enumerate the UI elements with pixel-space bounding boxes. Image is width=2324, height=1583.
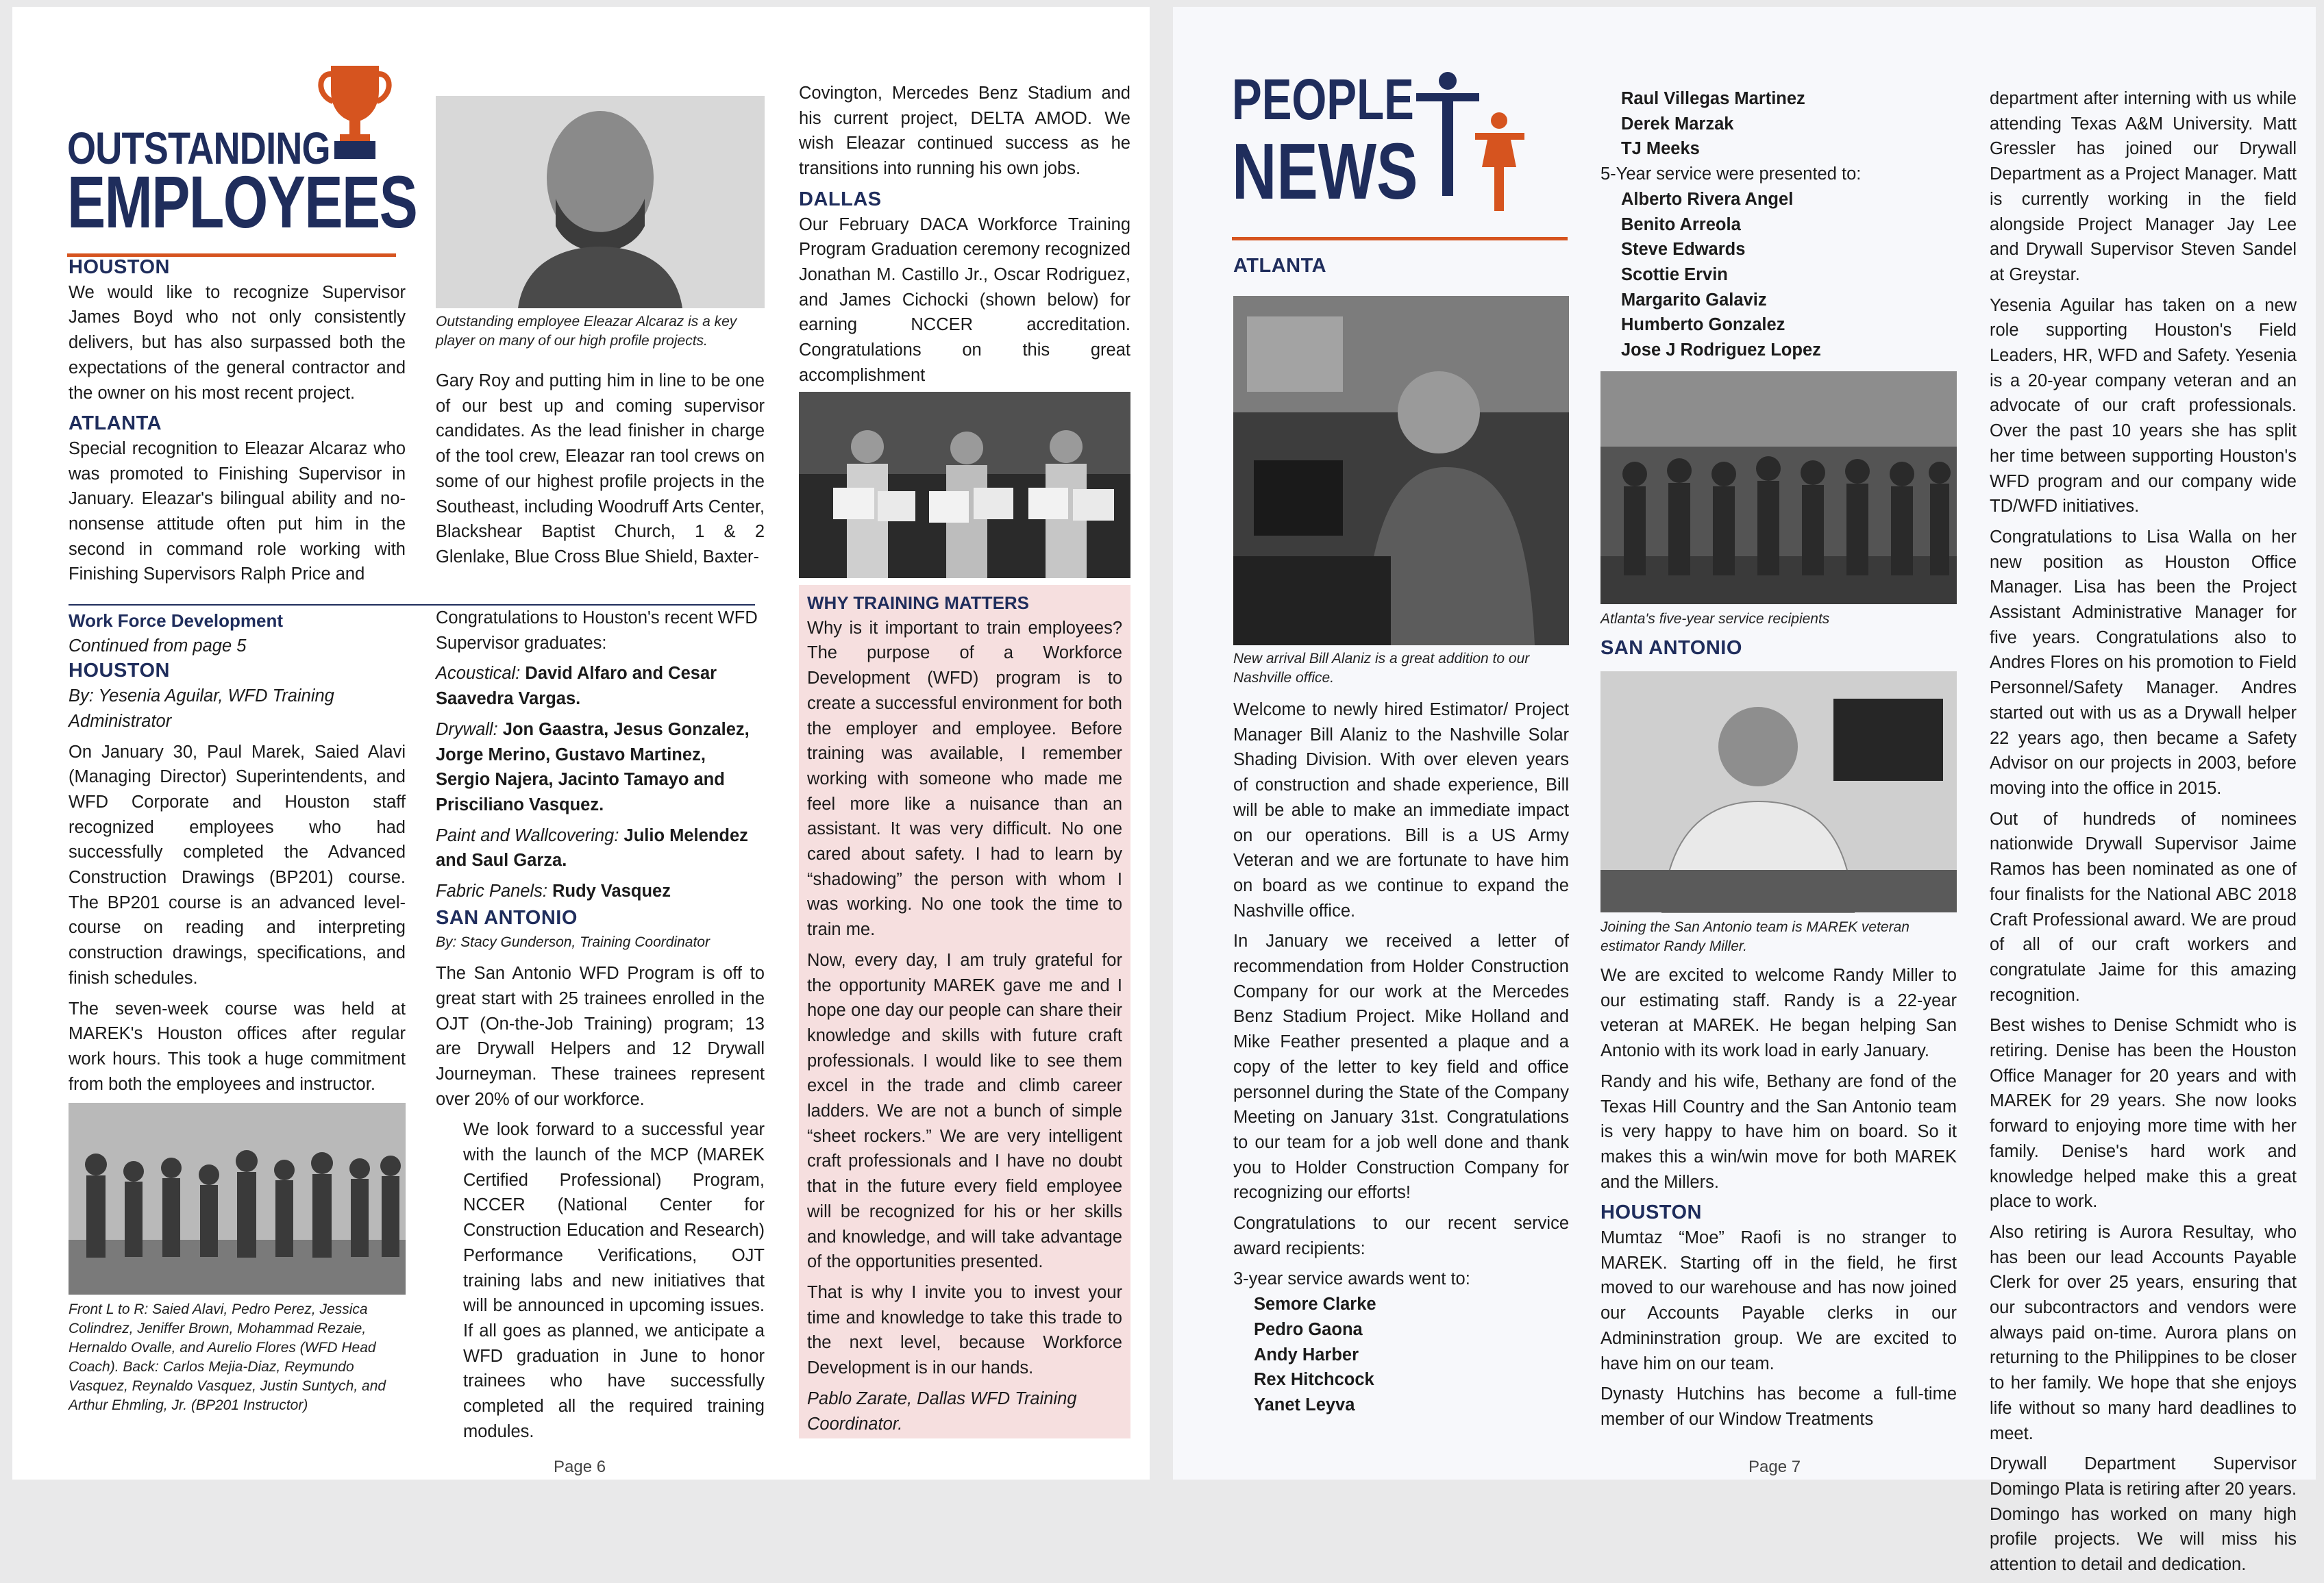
atlanta-heading: ATLANTA <box>1233 255 1327 277</box>
right-col2-body <box>1600 963 1957 1438</box>
why-signature: Pablo Zarate, Dallas WFD Training Coordinator. <box>807 1388 1077 1434</box>
list-item: Margarito Galaviz <box>1621 290 1767 310</box>
bill-image <box>1233 296 1569 645</box>
masthead-line2: NEWS <box>1232 127 1418 216</box>
wfd-heading: Work Force Development <box>69 610 284 631</box>
bill-alaniz-photo <box>1233 296 1569 645</box>
list-item: Steve Edwards <box>1621 240 1746 260</box>
houston-heading: HOUSTON <box>1600 1201 1702 1224</box>
left-col3-top <box>799 81 1130 393</box>
col3-p2: Yesenia Aguilar has taken on a new role supporting Houston's Field Leaders, HR, WFD and Safety. Yesenia is a 20-year company veteran and an advocate of our craft professionals. Over the past 10 years she has split her time between supporting Houston's WFD program and our company wide TD/WFD initiatives. <box>1990 295 2297 516</box>
list-item: Alberto Rivera Angel <box>1621 189 1794 209</box>
left-col2-bottom <box>436 606 765 1450</box>
dallas-image <box>799 392 1130 578</box>
bp201-group-photo <box>69 1103 406 1295</box>
col3-p6: Also retiring is Aurora Resultay, who has been our lead Accounts Payable Clerk for over 25 years, ensuring that our subcontractors and vendors were always paid on-time. Aurora plans on returning to the Philippines to be closer to her family. We hope that she enjoys life without so many hard deadlines to meet. <box>1990 1222 2297 1443</box>
portrait-caption: Outstanding employee Eleazar Alcaraz is a key player on many of our high profile projects. <box>436 314 737 349</box>
dallas-text: Our February DACA Workforce Training Program Graduation ceremony recognized Jonathan M. Castillo Jr., Oscar Rodriguez, and James Cichocki (shown below) for earning NCCER accreditation. Congratulations on this great accomplishment <box>799 214 1130 385</box>
group-image <box>69 1103 406 1295</box>
left-col1-bottom <box>69 608 406 1102</box>
wfd-continued: Continued from page 5 <box>69 636 247 656</box>
houston-heading: HOUSTON <box>69 256 170 278</box>
why-p1: Why is it important to train employees? The purpose of a Workforce Development (WFD) program is to create a successful environment for both the employer and employee. Before training was available, I remember working with someone who made me feel more like a nuisance than an assistant. It was very difficult. No one cared about safety. I had to learn by “shadowing” the person with whom I was working. No one took the time to train me. <box>807 618 1122 940</box>
awards-intro: Congratulations to our recent service award recipients: <box>1233 1214 1569 1258</box>
dallas-heading: DALLAS <box>799 188 882 210</box>
drywall-names: Jon Gaastra, Jesus Gonzalez, Jorge Merino, Gustavo Martinez, Sergio Najera, Jacinto Tamayo and Prisciliano Vasquez. <box>436 719 750 814</box>
five-year-caption: Atlanta's five-year service recipients <box>1600 611 1830 627</box>
randy-miller-photo <box>1600 671 1957 912</box>
outstanding-employees-masthead <box>67 48 423 267</box>
col3-p3: Congratulations to Lisa Walla on her new position as Houston Office Manager. Lisa has been the Project Assistant Administrative Manager for five years. Congratulations also to Andres Flores on his promotion to Field Personnel/Safety Manager. Andres started out with us as a Drywall helper 22 years ago, then became a Safety Advisor on our projects in 2003, before moving into the office in 2015. <box>1990 527 2297 798</box>
five-year-list <box>1600 187 1957 363</box>
three-year-list-cont <box>1600 86 1957 162</box>
drywall-line <box>436 717 765 818</box>
left-col2-top <box>436 369 765 575</box>
atlanta-heading: ATLANTA <box>69 412 162 435</box>
paint-label: Paint and Wallcovering: <box>436 825 619 845</box>
why-training-content <box>807 590 1122 1442</box>
five-year-recipients-photo <box>1600 371 1957 604</box>
atl-cont-col3: Covington, Mercedes Benz Stadium and his current project, DELTA AMOD. We wish Eleazar continued success as he transitions into running his own jobs. <box>799 84 1130 179</box>
list-item: Raul Villegas Martinez <box>1621 89 1805 108</box>
houston-text: We would like to recognize Supervisor James Boyd who not only consistently delivers, but has also surpassed both the expectations of the general contractor and the owner on his most recent project. <box>69 282 406 403</box>
page-7 <box>1173 7 2316 1575</box>
fabric-names: Rudy Vasquez <box>552 882 671 901</box>
sa-heading: SAN ANTONIO <box>436 906 578 929</box>
acoustical-line <box>436 661 765 711</box>
randy-image <box>1600 671 1957 912</box>
col3-p4: Out of hundreds of nominees nationwide Drywall Supervisor Jaime Ramos has been nominated as one of four finalists for the National ABC 2018 Craft Professional award. We are proud of all of our craft workers and congratulate Jaime for this amazing recognition. <box>1990 809 2297 1005</box>
moe-p: Mumtaz “Moe” Raofi is no stranger to MAREK. Starting off in the field, he first moved to our warehouse and has now joined our Accounts Payable clerks in our Admininstration group. We are excited to have him on our team. <box>1600 1228 1957 1373</box>
col3-p7: Drywall Department Supervisor Domingo Plata is retiring after 20 years. Domingo has worked on many high profile projects. We will miss his attention to detail and dedication. <box>1990 1454 2297 1575</box>
left-col1-top <box>69 255 406 593</box>
dallas-graduates-photo <box>799 392 1130 578</box>
list-item: Yanet Leyva <box>1254 1395 1355 1414</box>
randy-p1: We are excited to welcome Randy Miller to our estimating staff. Randy is a 22-year veteran at MAREK. He began helping San Antonio with its work load in early January. <box>1600 966 1957 1061</box>
paint-line <box>436 823 765 873</box>
fabric-line <box>436 879 765 904</box>
fabric-label: Fabric Panels: <box>436 882 547 901</box>
why-p3: That is why I invite you to invest your time and knowledge to take this trade to the next level, because Workforce Development is in our hands. <box>807 1282 1122 1378</box>
list-item: Semore Clarke <box>1254 1295 1376 1314</box>
list-item: Andy Harber <box>1254 1345 1359 1364</box>
col3-p1: department after interning with us while attending Texas A&M University. Matt Gressler has joined our Drywall Department as a Project Manager. Matt is currently working in the field alongside Project Manager Jay Lee and Drywall Supervisor Steven Sandel at Greystar. <box>1990 89 2297 284</box>
right-col3 <box>1990 86 2297 1583</box>
five-year-image <box>1600 371 1957 604</box>
three-year-list <box>1233 1292 1569 1418</box>
list-item: Humberto Gonzalez <box>1621 315 1785 335</box>
dynasty-p: Dynasty Hutchins has become a full-time member of our Window Treatments <box>1600 1384 1957 1429</box>
list-item: TJ Meeks <box>1621 139 1700 159</box>
three-year-intro: 3-year service awards went to: <box>1233 1269 1470 1289</box>
atlanta-cont: Gary Roy and putting him in line to be one of our best up and coming supervisor candidates. As the lead finisher in charge of the tool crew, Eleazar ran tool crews on some of our highest profile projects in the Southeast, including Woodruff Arts Center, Blackshear Baptist Church, 1 & 2 Glenlake, Blue Cross Blue Shield, Baxter- <box>436 371 765 566</box>
paint-names: Julio Melendez and Saul Garza. <box>436 825 748 871</box>
list-item: Derek Marzak <box>1621 114 1734 134</box>
masthead-line1: PEOPLE <box>1232 67 1414 132</box>
sa-heading: SAN ANTONIO <box>1600 637 1742 659</box>
page-number-left: Page 6 <box>554 1458 606 1476</box>
grads-intro: Congratulations to Houston's recent WFD Supervisor graduates: <box>436 608 758 653</box>
randy-p2: Randy and his wife, Bethany are fond of the Texas Hill Country and the San Antonio team is very happy to have him on board. So it makes this a win/win move for both MAREK and the Millers. <box>1600 1071 1957 1192</box>
wfd-byline: By: Yesenia Aguilar, WFD Training Administrator <box>69 686 334 731</box>
people-news-masthead <box>1232 62 1574 247</box>
sa-p2: We look forward to a successful year with the launch of the MCP (MAREK Certified Professional) Program, NCCER (National Center for Construction Education and Research) Performance Verifications, OJT training labs and new initiatives that will be announced in upcoming issues. If all goes as planned, we anticipate a WFD graduation in June to honor trainees who have successfully completed all the required training modules. <box>463 1120 765 1441</box>
eleazar-portrait <box>436 96 765 308</box>
acoustical-label: Acoustical: <box>436 664 521 684</box>
list-item: Scottie Ervin <box>1621 264 1728 284</box>
sa-p1: The San Antonio WFD Program is off to great start with 25 trainees enrolled in the OJT (On-the-Job Training) program; 13 are Drywall Helpers and 12 Drywall Journeyman. These trainees represent over 20% of our workforce. <box>436 964 765 1109</box>
right-col2-sa-heading <box>1600 636 1957 661</box>
randy-caption: Joining the San Antonio team is MAREK veteran estimator Randy Miller. <box>1600 919 1909 954</box>
list-item: Rex Hitchcock <box>1254 1370 1374 1390</box>
list-item: Pedro Gaona <box>1254 1319 1363 1339</box>
right-col1-heading <box>1233 253 1569 279</box>
col3-p5: Best wishes to Denise Schmidt who is retiring. Denise has been the Houston Office Manager for 20 years and with MAREK for 29 years. She now looks forward to enjoying more time with her family. Denise's hard work and knowledge helped make this a great place to work. <box>1990 1016 2297 1212</box>
atlanta-text: Special recognition to Eleazar Alcaraz who was promoted to Finishing Supervisor in January. Eleazar's bilingual ability and no-nonsense attitude often put him in the second in command role working with Finishing Supervisors Ralph Price and <box>69 438 406 584</box>
why-p2: Now, every day, I am truly grateful for the opportunity MAREK gave me and I hope one day our people can share their knowledge and skills with future craft professionals. I would like to see them excel in the trade and climb career ladders. We are not a bunch of simple “sheet rockers.” We are very intelligent craft professionals and I have no doubt that in the future every field employee will be recognized for his or her skills and knowledge, and will take advantage of the opportunities presented. <box>807 950 1122 1272</box>
right-col2-top <box>1600 86 1957 363</box>
wfd-p2: The seven-week course was held at MAREK's Houston offices after regular work hours. This took a huge commitment from both the employees and instructor. <box>69 999 406 1094</box>
sa-byline: By: Stacy Gunderson, Training Coordinator <box>436 934 710 951</box>
list-item: Benito Arreola <box>1621 214 1741 234</box>
masthead-line2: EMPLOYEES <box>67 160 417 243</box>
why-training-box <box>799 585 1130 1438</box>
masthead-underline <box>1232 237 1568 240</box>
masthead-line1: OUTSTANDING <box>67 123 330 173</box>
wfd-p1: On January 30, Paul Marek, Saied Alavi (Managing Director) Superintendents, and WFD Corporate and Houston staff recognized employees who had successfully completed the Advanced Construction Drawings (BP201) course. The BP201 course is an advanced level-course on reading and interpreting construction drawings, specifications, and finish schedules. <box>69 742 406 988</box>
five-year-intro: 5-Year service were presented to: <box>1600 164 1862 184</box>
wfd-houston-heading: HOUSTON <box>69 660 170 682</box>
group-caption: Front L to R: Saied Alavi, Pedro Perez, Jessica Colindrez, Jeniffer Brown, Mohammad Rezaie, Hernaldo Ovalle, and Aurelio Flores (WFD Head Coach). Back: Carlos Mejia-Diaz, Reymundo Vasquez, Reynaldo Vasquez, Justin Suntych, and Arthur Ehmling, Jr. (BP201 Instructor) <box>69 1301 386 1413</box>
holder-p: In January we received a letter of recommendation from Holder Construction Company for our work at the Mercedes Benz Stadium Project. Mike Holland and Mike Feather presented a plaque and a copy of the letter to key field and office personnel during the State of the Company Meeting on January 31st. Congratulations to our team for a job well done and thank you to Holder Construction Company for recognizing our efforts! <box>1233 932 1569 1203</box>
trophy-icon <box>314 60 396 163</box>
why-heading: WHY TRAINING MATTERS <box>807 593 1030 613</box>
bill-p1: Welcome to newly hired Estimator/ Project Manager Bill Alaniz to the Nashville Solar Shading Division. With over eleven years of construction and shade experience, Bill will be able to make an immediate impact on our operations. Bill is a US Army Veteran and we are fortunate to have him on board as we continue to expand the Nashville office. <box>1233 700 1569 921</box>
page-number-right: Page 7 <box>1748 1458 1801 1476</box>
portrait-image <box>436 96 765 308</box>
bill-caption: New arrival Bill Alaniz is a great addition to our Nashville office. <box>1233 651 1530 686</box>
people-icon <box>1413 71 1530 215</box>
list-item: Jose J Rodriguez Lopez <box>1621 340 1821 360</box>
page-6 <box>12 7 1150 1480</box>
drywall-label: Drywall: <box>436 719 498 739</box>
right-col1-body <box>1233 697 1569 1418</box>
acoustical-names: David Alfaro and Cesar Saavedra Vargas. <box>436 664 717 709</box>
